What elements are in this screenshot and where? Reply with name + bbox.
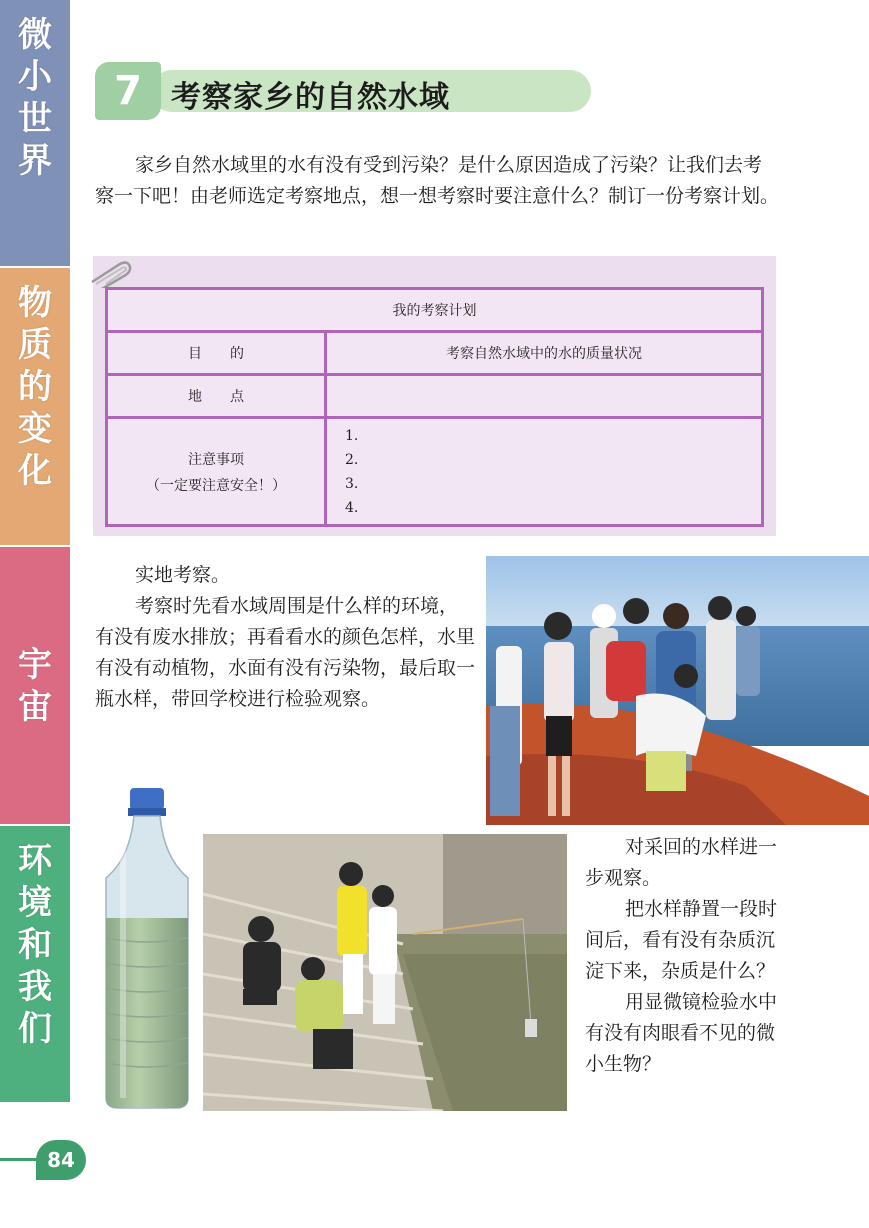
- tab-char: 质: [18, 325, 52, 365]
- location-value[interactable]: [326, 375, 763, 418]
- intro-paragraph: 家乡自然水域里的水有没有受到污染？是什么原因造成了污染？让我们去考察一下吧！由老师选定考察地点，想一想考察时要注意什么？制订一份考察计划。: [95, 154, 780, 207]
- tab-char: 小: [18, 57, 52, 97]
- lesson-number: 7: [95, 62, 161, 120]
- tab-char: 变: [18, 409, 52, 449]
- tab-char: 和: [18, 925, 52, 965]
- further-observation-section: [585, 832, 785, 1080]
- plan-table: [105, 287, 764, 527]
- notes-label-cell: [107, 418, 326, 526]
- notes-list[interactable]: [326, 418, 763, 526]
- page-number: 84: [36, 1140, 86, 1180]
- tab-char: 我: [18, 967, 52, 1007]
- tab-char: 化: [18, 451, 52, 491]
- tab-char: 境: [18, 883, 52, 923]
- further-p3: 用显微镜检验水中有没有肉眼看不见的微小生物？: [585, 991, 778, 1075]
- tab-char: 世: [18, 99, 52, 139]
- chapter-tab-universe[interactable]: [0, 547, 70, 824]
- tab-char: 的: [18, 367, 52, 407]
- further-p1: 对采回的水样进一步观察。: [585, 836, 778, 889]
- water-sample-bottle-photo: [98, 788, 196, 1110]
- tab-char: 界: [18, 141, 52, 181]
- tab-char: 环: [18, 841, 52, 881]
- chapter-tab-micro-world[interactable]: [0, 0, 70, 266]
- note-item: 1.: [345, 427, 359, 444]
- note-item: 4.: [345, 499, 359, 516]
- chapter-tab-environment[interactable]: [0, 826, 70, 1102]
- tab-char: 微: [18, 15, 52, 55]
- paperclip-icon: [86, 258, 134, 288]
- tab-char: 宇: [18, 644, 52, 685]
- tab-char: 物: [18, 283, 52, 323]
- plan-heading: 我的考察计划: [107, 289, 763, 332]
- notes-sublabel: （一定要注意安全！）: [146, 477, 286, 494]
- note-item: 3.: [345, 475, 359, 492]
- note-item: 2.: [345, 451, 359, 468]
- tab-char: 宙: [18, 686, 52, 727]
- tab-char: 们: [18, 1009, 52, 1049]
- chapter-tab-matter-change[interactable]: [0, 268, 70, 545]
- lesson-title-text: 考察家乡的自然水域: [171, 80, 450, 115]
- students-steps-photo: [203, 834, 567, 1111]
- fieldwork-p2: 考察时先看水域周围是什么样的环境，有没有废水排放；再看看水的颜色怎样，水里有没有动植物，水面有没有污染物，最后取一瓶水样，带回学校进行检验观察。: [95, 595, 476, 710]
- purpose-label: 目 的: [107, 332, 326, 375]
- fieldwork-section: [95, 560, 475, 715]
- purpose-value: 考察自然水域中的水的质量状况: [326, 332, 763, 375]
- students-shore-photo: [486, 556, 869, 825]
- further-p2: 把水样静置一段时间后，看有没有杂质沉淀下来，杂质是什么？: [585, 898, 778, 982]
- location-label: 地 点: [107, 375, 326, 418]
- notes-label: 注意事项: [188, 451, 244, 468]
- fieldwork-p1: 实地考察。: [135, 564, 231, 586]
